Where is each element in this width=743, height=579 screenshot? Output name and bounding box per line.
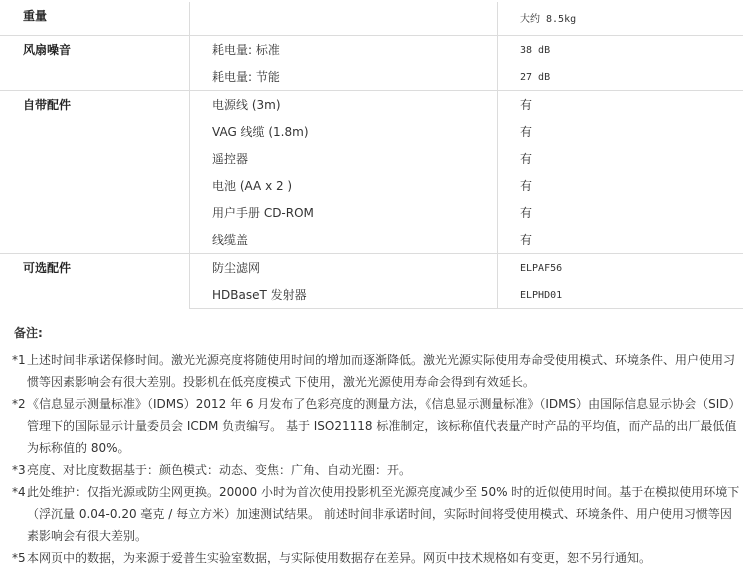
note-text: 本网页中的数据，为来源于爱普生实验室数据，与实际使用数据存在差异。网页中技术规格如有变更，恕不另行通知。 xyxy=(27,551,652,565)
value-cell xyxy=(498,145,743,172)
item-cell: 耗电量: 标准 xyxy=(190,36,498,64)
value-text: 有 xyxy=(520,97,533,112)
item-cell: 遥控器 xyxy=(190,145,498,172)
notes-title: 备注: xyxy=(14,326,43,340)
note-text: 此处维护：仅指光源或防尘网更换。20000 小时为首次使用投影机至光源亮度减少至 50% 时的近似使用时间。基于在模拟使用环境下（浮沉量 0.04-0.20 毫克 / 每立方米）加速测试结果。 前述时间非承诺时间，实际时间将受使用模式、环境条件、用户使用习惯等因素影响会有很大差别。 xyxy=(27,485,740,543)
value-cell xyxy=(498,2,743,36)
note-item xyxy=(14,481,742,547)
note-marker: *4 xyxy=(12,485,26,499)
value-text: ELPHD01 xyxy=(520,289,563,301)
note-item xyxy=(14,459,742,481)
item-cell: 耗电量: 节能 xyxy=(190,63,498,91)
note-text: 《信息显示测量标准》（IDMS）2012 年 6 月发布了色彩亮度的测量方法，《信息显示测量标准》（IDMS）由国际信息显示协会（SID）管理下的国际显示计量委员会 ICDM 负责编写。 基于 ISO21118 标准制定，该标称值代表量产时产品的平均值，而产品的出厂最低值为标称值的 80%。 xyxy=(27,397,741,455)
note-text: 上述时间非承诺保修时间。激光光源亮度将随使用时间的增加而逐渐降低。激光光源实际使用寿命受使用模式、环境条件、用户使用习惯等因素影响会有很大差别。投影机在低亮度模式 下使用，激光光源使用寿命会得到有效延长。 xyxy=(27,353,736,389)
item-cell: 电源线 (3m) xyxy=(190,91,498,119)
value-cell xyxy=(498,226,743,254)
note-item xyxy=(14,547,742,569)
table-row xyxy=(0,254,743,282)
spec-table xyxy=(0,2,743,309)
note-item xyxy=(14,349,742,393)
table-row xyxy=(0,91,743,119)
notes-section xyxy=(14,322,742,569)
value-text: 有 xyxy=(520,205,533,220)
note-marker: *3 xyxy=(12,463,26,477)
value-cell xyxy=(498,172,743,199)
value-text: ELPAF56 xyxy=(520,262,563,274)
value-cell xyxy=(498,254,743,282)
item-cell: HDBaseT 发射器 xyxy=(190,281,498,309)
category-cell: 风扇噪音 xyxy=(0,36,190,91)
value-cell xyxy=(498,36,743,64)
value-cell xyxy=(498,91,743,119)
note-marker: *1 xyxy=(12,353,26,367)
value-text: 38 dB xyxy=(520,44,551,56)
note-marker: *2 xyxy=(12,397,26,411)
table-row xyxy=(0,36,743,64)
item-cell: 电池 (AA x 2 ) xyxy=(190,172,498,199)
item-cell xyxy=(190,2,498,36)
item-cell: 用户手册 CD-ROM xyxy=(190,199,498,226)
value-cell xyxy=(498,63,743,91)
value-text: 有 xyxy=(520,178,533,193)
item-cell: VAG 线缆 (1.8m) xyxy=(190,118,498,145)
value-text: 27 dB xyxy=(520,71,551,83)
note-text: 亮度、对比度数据基于：颜色模式：动态、变焦：广角、自动光圈：开。 xyxy=(27,463,412,477)
value-text: 有 xyxy=(520,124,533,139)
value-cell xyxy=(498,199,743,226)
value-text: 有 xyxy=(520,151,533,166)
value-text: 大约 8.5kg xyxy=(520,13,577,25)
item-cell: 线缆盖 xyxy=(190,226,498,254)
note-item xyxy=(14,393,742,459)
value-cell xyxy=(498,281,743,309)
category-cell: 自带配件 xyxy=(0,91,190,254)
category-cell: 可选配件 xyxy=(0,254,190,309)
note-marker: *5 xyxy=(12,551,26,565)
table-row xyxy=(0,2,743,36)
value-text: 有 xyxy=(520,232,533,247)
value-cell xyxy=(498,118,743,145)
category-cell: 重量 xyxy=(23,9,48,23)
item-cell: 防尘滤网 xyxy=(190,254,498,282)
